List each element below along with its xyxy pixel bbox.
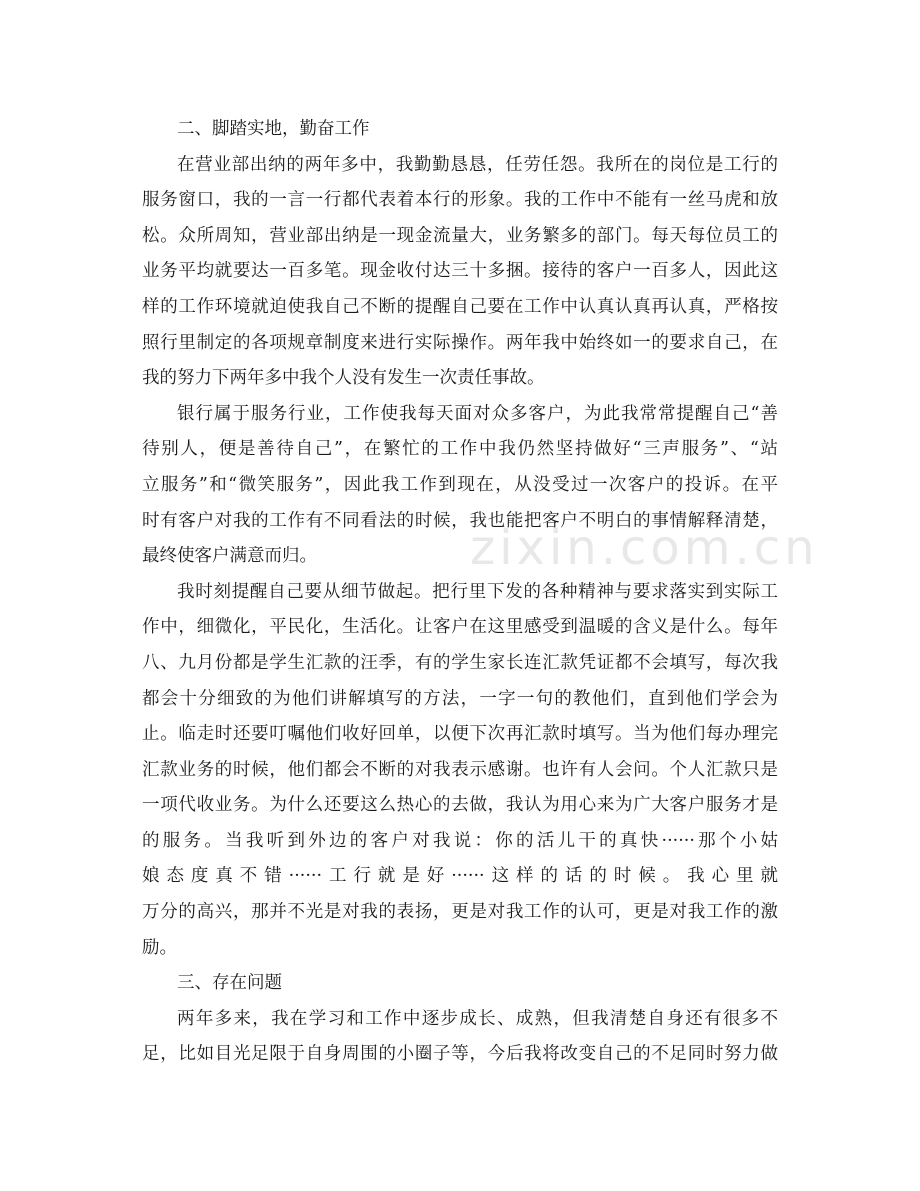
paragraph-line: 八、九月份都是学生汇款的汪季，有的学生家长连汇款凭证都不会填写，每次我 bbox=[142, 652, 778, 673]
paragraph-line: 在营业部出纳的两年多中，我勤勤恳恳，任劳任怨。我所在的岗位是工行的 bbox=[177, 154, 778, 175]
document-body bbox=[142, 112, 778, 1073]
paragraph-line: 立服务”和“微笑服务”，因此我工作到现在，从没受过一次客户的投诉。在平 bbox=[142, 474, 778, 495]
paragraph-line: 松。众所周知，营业部出纳是一现金流量大，业务繁多的部门。每天每位员工的 bbox=[142, 225, 778, 246]
paragraph-line: 业务平均就要达一百多笔。现金收付达三十多捆。接待的客户一百多人，因此这 bbox=[142, 261, 778, 282]
paragraph-line: 的服务。当我听到外边的客户对我说：你的活儿干的真快······那个小姑 bbox=[142, 830, 778, 851]
paragraph-line: 万分的高兴，那并不光是对我的表扬，更是对我工作的认可，更是对我工作的激 bbox=[142, 902, 778, 923]
paragraph-line: 照行里制定的各项规章制度来进行实际操作。两年我中始终如一的要求自己，在 bbox=[142, 332, 778, 353]
section-heading: 二、脚踏实地，勤奋工作 bbox=[177, 119, 370, 139]
paragraph-line: 样的工作环境就迫使我自己不断的提醒自己要在工作中认真认真再认真，严格按 bbox=[142, 296, 778, 317]
paragraph-line: 服务窗口，我的一言一行都代表着本行的形象。我的工作中不能有一丝马虎和放 bbox=[142, 190, 778, 211]
paragraph-line: 汇款业务的时候，他们都会不断的对我表示感谢。也许有人会问。个人汇款只是 bbox=[142, 759, 778, 780]
section-heading: 三、存在问题 bbox=[177, 973, 282, 994]
watermark: zixin.com.cn bbox=[470, 520, 819, 576]
paragraph-line: 娘态度真不错······工行就是好······这样的话的时候。我心里就 bbox=[142, 866, 778, 887]
paragraph-line: 最终使客户满意而归。 bbox=[142, 546, 317, 567]
paragraph-line: 待别人，便是善待自己”，在繁忙的工作中我仍然坚持做好“三声服务”、“站 bbox=[142, 439, 778, 460]
paragraph-line: 时有客户对我的工作有不同看法的时候，我也能把客户不明白的事情解释清楚， bbox=[142, 510, 778, 531]
paragraph-line: 都会十分细致的为他们讲解填写的方法，一字一句的教他们，直到他们学会为 bbox=[142, 688, 778, 709]
paragraph-line: 一项代收业务。为什么还要这么热心的去做，我认为用心来为广大客户服务才是 bbox=[142, 795, 778, 816]
paragraph-line: 作中，细微化，平民化，生活化。让客户在这里感受到温暖的含义是什么。每年 bbox=[142, 617, 778, 638]
paragraph-line: 我时刻提醒自己要从细节做起。把行里下发的各种精神与要求落实到实际工 bbox=[177, 581, 778, 602]
paragraph-line: 银行属于服务行业，工作使我每天面对众多客户，为此我常常提醒自己“善 bbox=[177, 403, 778, 424]
paragraph-line: 两年多来，我在学习和工作中逐步成长、成熟，但我清楚自身还有很多不 bbox=[177, 1008, 778, 1029]
paragraph-line: 止。临走时还要叮嘱他们收好回单，以便下次再汇款时填写。当为他们每办理完 bbox=[142, 724, 778, 745]
paragraph-line: 足，比如目光足限于自身周围的小圈子等，今后我将改变自己的不足同时努力做 bbox=[142, 1044, 778, 1065]
paragraph-line: 励。 bbox=[142, 937, 177, 958]
paragraph-line: 我的努力下两年多中我个人没有发生一次责任事故。 bbox=[142, 368, 545, 389]
